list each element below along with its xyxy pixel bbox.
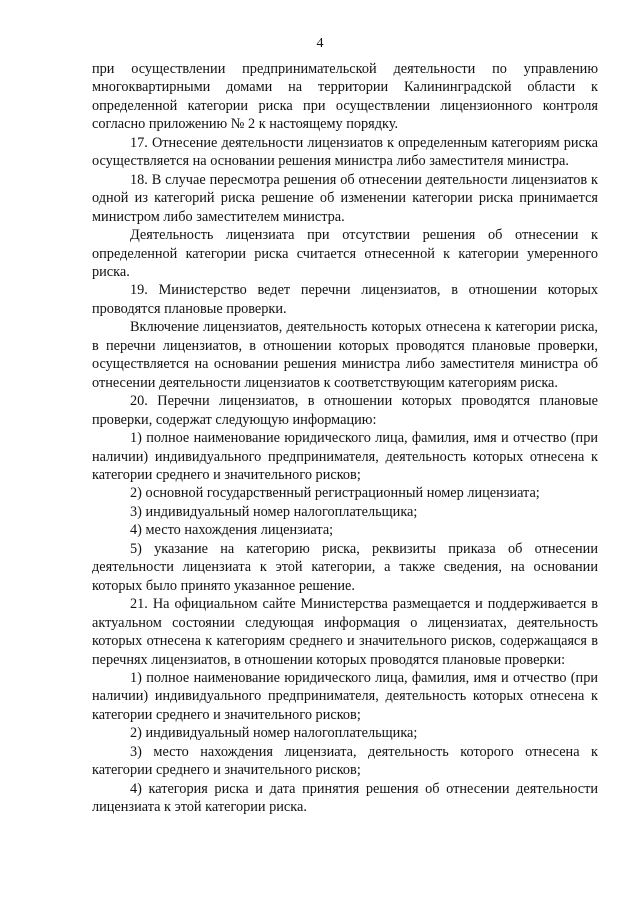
list-item-21-2: 2) индивидуальный номер налогоплательщика; — [130, 725, 418, 742]
paragraph-20: 20. Перечни лицензиатов, в отношении которых проводятся плановые проверки, содержат следующую информацию: — [92, 393, 598, 428]
paragraph-18-default-risk: Деятельность лицензиата при отсутствии решения об отнесении к определенной категории риска считается отнесенной к категории умеренного риска. — [92, 227, 598, 280]
list-item-21-3: 3) место нахождения лицензиата, деятельность которого отнесена к категории среднего и значительного рисков; — [92, 743, 598, 779]
paragraph-21: 21. На официальном сайте Министерства размещается и поддерживается в актуальном состоянии следующая информация о лицензиатах, деятельность которых отнесена к категориям среднего и значительного рисков, содержащаяся в перечнях лицензиатов, в отношении которых проводятся плановые проверки: — [92, 596, 598, 668]
list-item-20-4: 4) место нахождения лицензиата; — [130, 522, 334, 539]
paragraph-19: 19. Министерство ведет перечни лицензиатов, в отношении которых проводятся плановые проверки. — [92, 282, 598, 317]
paragraph-continuation: при осуществлении предпринимательской деятельности по управлению многоквартирными домами на территории Калининградской области к определенной категории риска при осуществлении лицензионного контроля согласно приложению № 2 к настоящему порядку. — [92, 61, 598, 133]
list-item-21-1: 1) полное наименование юридического лица, фамилия, имя и отчество (при наличии) индивидуального предпринимателя, деятельность которых отнесена к категории среднего и значительного рисков; — [92, 669, 598, 723]
paragraph-18: 18. В случае пересмотра решения об отнесении деятельности лицензиатов к одной из категорий риска решение об изменении категории риска принимается министром либо заместителем министра. — [92, 171, 598, 225]
list-item-20-1: 1) полное наименование юридического лица, фамилия, имя и отчество (при наличии) индивидуального предпринимателя, деятельность которых отнесена к категории среднего и значительного рисков; — [92, 430, 598, 483]
list-item-20-5: 5) указание на категорию риска, реквизиты приказа об отнесении деятельности лицензиата к этой категории, а также сведения, на основании которых было принято указанное решение. — [92, 540, 598, 594]
list-item-20-2: 2) основной государственный регистрационный номер лицензиата; — [130, 485, 540, 502]
list-item-20-3: 3) индивидуальный номер налогоплательщика; — [130, 503, 418, 520]
paragraph-17: 17. Отнесение деятельности лицензиатов к определенным категориям риска осуществляется на основании решения министра либо заместителя министра. — [92, 134, 598, 170]
paragraph-19-inclusion: Включение лицензиатов, деятельность которых отнесена к категории риска, в перечни лицензиатов, в отношении которых проводятся плановые проверки, осуществляется на основании решения министра либо заместителя министра об отнесении деятельности лицензиатов к соответствующим категориям риска. — [92, 319, 598, 391]
document-body — [92, 60, 598, 817]
list-item-21-4: 4) категория риска и дата принятия решения об отнесении деятельности лицензиата к этой категории риска. — [92, 780, 598, 816]
page-number: 4 — [316, 36, 324, 51]
